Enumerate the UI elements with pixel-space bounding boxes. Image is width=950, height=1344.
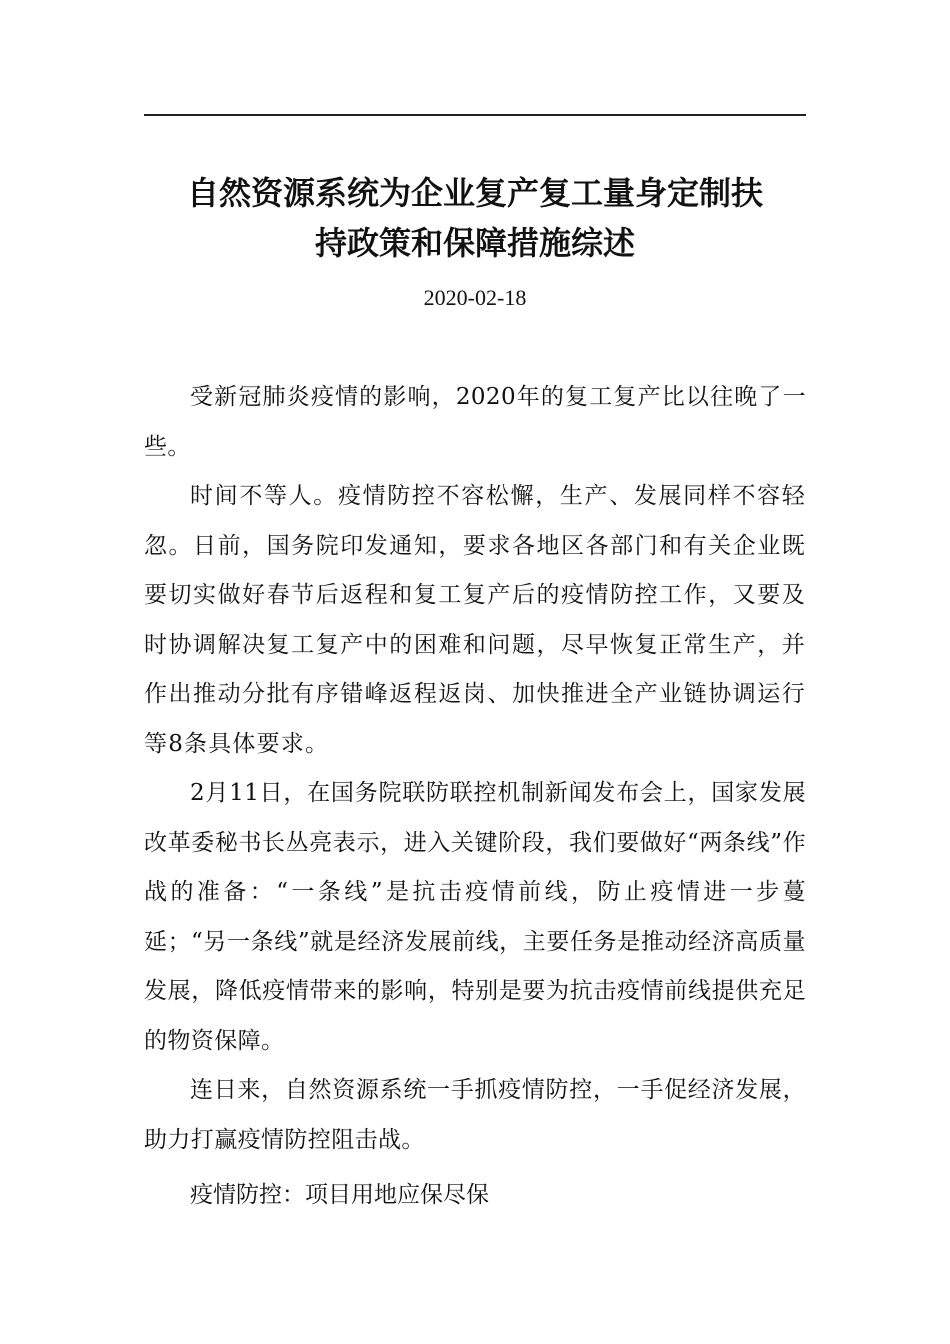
section-heading: 疫情防控：项目用地应保尽保 — [190, 1182, 489, 1208]
paragraph-4: 连日来，自然资源系统一手抓疫情防控，一手促经济发展，助力打赢疫情防控阻击战。 — [144, 1077, 806, 1153]
publish-date: 2020-02-18 — [423, 285, 527, 310]
header-rule — [144, 114, 806, 116]
paragraph-2: 时间不等人。疫情防控不容松懈，生产、发展同样不容轻忽。日前，国务院印发通知，要求各地区各部门和有关企业既要切实做好春节后返程和复工复产后的疫情防控工作，又要及时协调解决复工复产中的困难和问题，尽早恢复正常生产，并作出推动分批有序错峰返程返岗、加快推进全产业链协调运行等8条具体要求。 — [144, 483, 806, 757]
paragraph-1: 受新冠肺炎疫情的影响，2020年的复工复产比以往晚了一些。 — [144, 384, 806, 460]
title-line-2: 持政策和保障措施综述 — [314, 224, 635, 262]
paragraph-3: 2月11日，在国务院联防联控机制新闻发布会上，国家发展改革委秘书长丛亮表示，进入关键阶段，我们要做好“两条线”作战的准备：“一条线”是抗击疫情前线，防止疫情进一步蔓延；“另一条线”就是经济发展前线，主要任务是推动经济高质量发展，降低疫情带来的影响，特别是要为抗击疫情前线提供充足的物资保障。 — [144, 780, 806, 1054]
article-body — [144, 373, 806, 1225]
title-line-1: 自然资源系统为企业复产复工量身定制扶 — [186, 174, 763, 212]
document-title — [144, 168, 806, 268]
